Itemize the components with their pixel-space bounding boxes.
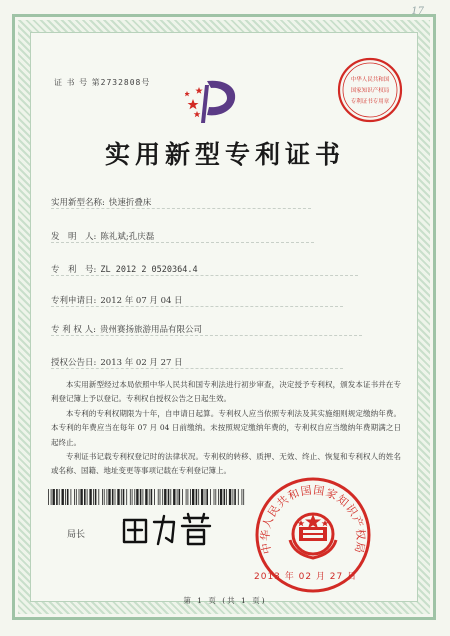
certificate-number (54, 77, 150, 88)
certificate-title: 实用新型专利证书 (104, 140, 345, 169)
field-label: 专 利 号: (51, 265, 97, 275)
field-grant-date (51, 356, 183, 368)
field-label: 发 明 人: (51, 232, 97, 242)
field-label: 专利申请日: (51, 296, 97, 306)
field-patentee (51, 323, 202, 335)
paragraph-legal-status: 专利证书记载专利权登记时的法律状况。专利权的转移、质押、无效、终止、恢复和专利权人的姓名或名称、国籍、地址变更等事项记载在专利登记簿上。 (51, 452, 401, 476)
stamp-top-line-1: 中华人民共和国 (350, 77, 390, 83)
field-label: 授权公告日: (51, 358, 97, 368)
field-value: 贵州赛扬旅游用品有限公司 (99, 325, 202, 335)
field-value: 2012 年 07 月 04 日 (100, 296, 183, 306)
seal-date: 2013 年 02 月 27 日 (254, 572, 358, 582)
patent-special-stamp-icon (336, 56, 404, 124)
director-signature (118, 508, 214, 548)
cnipa-logo-icon (185, 77, 241, 125)
seal-ring-text: 中华人民共和国国家知识产权局 (258, 483, 368, 556)
field-value: 陈礼斌;孔庆磊 (100, 232, 155, 242)
stamp-top-line-3: 专利证书专用章 (350, 99, 390, 105)
certificate-body-text (51, 378, 401, 479)
field-value: 2013 年 02 月 27 日 (100, 358, 183, 368)
stamp-top-line-2: 国家知识产权局 (350, 88, 390, 94)
barcode-icon (48, 489, 246, 505)
field-application-date (51, 294, 183, 306)
field-label: 实用新型名称: (51, 198, 105, 208)
cert-number-value: 2732808 (100, 78, 142, 87)
paragraph-grant: 本实用新型经过本局依照中华人民共和国专利法进行初步审查，决定授予专利权，颁发本证书并在专利登记簿上予以登记。专利权自授权公告之日起生效。 (51, 380, 401, 404)
field-patent-number (51, 263, 198, 275)
field-value: ZL 2012 2 0520364.4 (100, 265, 198, 275)
paragraph-term: 本专利的专利权期限为十年，自申请日起算。专利权人应当依照专利法及其实施细则规定缴纳年费。本专利的年费应当在每年 07 月 04 日前缴纳。未按照规定缴纳年费的，专利权自应当缴纳年费期满之日起终止。 (51, 408, 401, 447)
page-footer: 第 1 页 (共 1 页) (183, 596, 267, 605)
director-label: 局长 (67, 530, 86, 540)
field-utility-name (51, 196, 151, 208)
field-label: 专 利 权 人: (51, 325, 96, 335)
corner-mark: 17 (411, 6, 424, 17)
cert-number-suffix: 号 (141, 78, 151, 87)
field-value: 快速折叠床 (108, 198, 152, 208)
field-inventor (51, 230, 154, 242)
cert-number-label: 证 书 号 第 (54, 78, 101, 87)
